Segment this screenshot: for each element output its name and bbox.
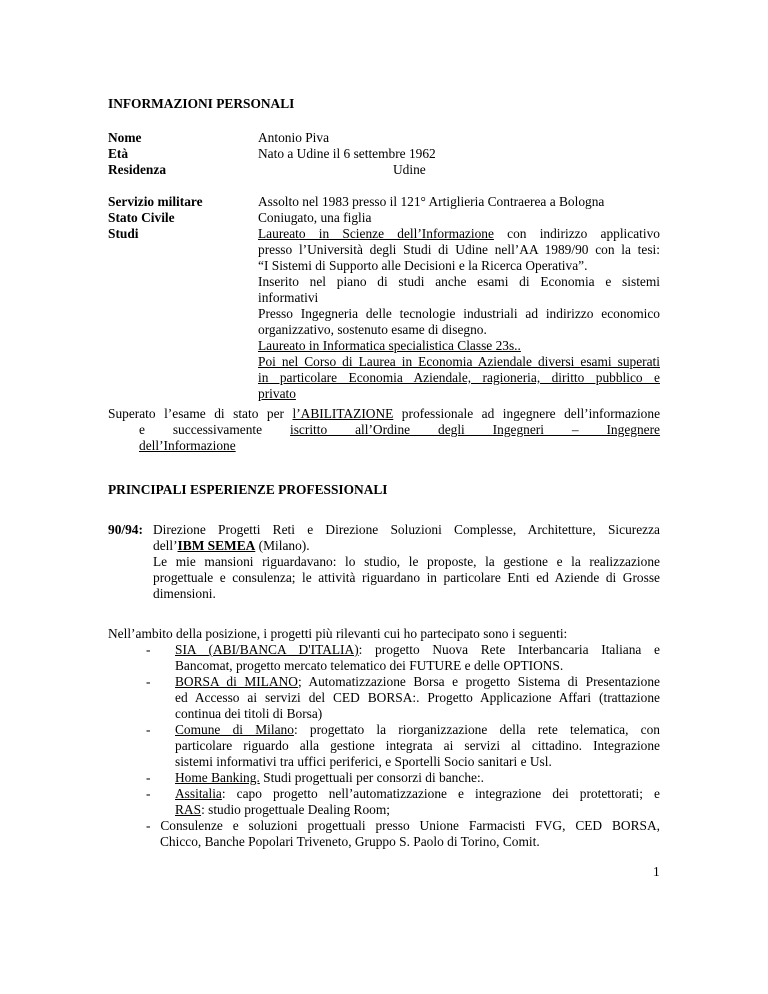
abilitazione-line-3: dell’Informazione [139, 438, 236, 453]
studi-line-7: organizzativo, sostenuto esame di disegno. [258, 322, 487, 337]
studi-line-4: Inserito nel piano di studi anche esami di Economia e sistemi [258, 274, 660, 289]
list-dash: - [146, 786, 151, 801]
experience-line-1: Direzione Progetti Reti e Direzione Soluzioni Complesse, Architetture, Sicurezza [153, 522, 660, 537]
experience-line-5: dimensioni. [153, 586, 216, 601]
project-comune-line-2: particolare riguardo alla gestione integrata ai servizi al cittadino. Integrazione [175, 738, 660, 753]
label-stato-civile: Stato Civile [108, 210, 175, 225]
studi-degree-link: Laureato in Scienze dell’Informazione [258, 226, 494, 241]
project-consulenze-line-1: - Consulenze e soluzioni progettuali presso Unione Farmacisti FVG, CED BORSA, [146, 818, 660, 833]
studi-line-10: in particolare Economia Aziendale, ragioneria, diritto pubblico e [258, 370, 660, 385]
list-dash: - [146, 770, 151, 785]
studi-line-8: Laureato in Informatica specialistica Classe 23s.. [258, 338, 521, 353]
project-consulenze-line-2: Chicco, Banche Popolari Triveneto, Gruppo S. Paolo di Torino, Comit. [160, 834, 540, 849]
studi-line-2: presso l’Università degli Studi di Udine nell’AA 1989/90 con la tesi: [258, 242, 660, 257]
project-comune-line-3: sistemi informativi tra uffici periferici, e Sportelli Socio sanitari e Usl. [175, 754, 552, 769]
studi-line-3: “I Sistemi di Supporto alle Decisioni e la Ricerca Operativa”. [258, 258, 588, 273]
project-ras-line-2: RAS: studio progettuale Dealing Room; [175, 802, 390, 817]
section-heading-experience: PRINCIPALI ESPERIENZE PROFESSIONALI [108, 482, 388, 497]
project-sia-line-1: SIA (ABI/BANCA D'ITALIA): progetto Nuova Rete Interbancaria Italiana e [175, 642, 660, 657]
project-comune-line-1: Comune di Milano: progettato la riorganizzazione della rete telematica, con [175, 722, 660, 737]
abilitazione-link: l’ABILITAZIONE [292, 406, 394, 421]
project-sia-line-2: Bancomat, progetto mercato telematico dei FUTURE e delle OPTIONS. [175, 658, 564, 673]
ibm-semea-link: IBM SEMEA [177, 538, 256, 553]
list-dash: - [146, 642, 151, 657]
value-nome: Antonio Piva [258, 130, 330, 145]
list-dash: - [146, 722, 151, 737]
label-servizio-militare: Servizio militare [108, 194, 203, 209]
project-borsa-line-2: ed Accesso ai servizi del CED BORSA:. Progetto Applicazione Affari (trattazione [175, 690, 660, 705]
label-eta: Età [108, 146, 129, 161]
studi-line-9: Poi nel Corso di Laurea in Economia Aziendale diversi esami superati [258, 354, 660, 369]
experience-line-3: Le mie mansioni riguardavano: lo studio, le proposte, la gestione e la realizzazione [153, 554, 660, 569]
experience-line-2: dell’IBM SEMEA (Milano). [153, 538, 310, 553]
label-nome: Nome [108, 130, 142, 145]
studi-line-5: informativi [258, 290, 319, 305]
abilitazione-line-1: Superato l’esame di stato per l’ABILITAZIONE professionale ad ingegnere dell’informazione [108, 406, 661, 421]
experience-period: 90/94: [108, 522, 143, 537]
value-servizio-militare: Assolto nel 1983 presso il 121° Artiglieria Contraerea a Bologna [258, 194, 605, 209]
section-heading-personal: INFORMAZIONI PERSONALI [108, 96, 295, 111]
studi-line-1: Laureato in Scienze dell’Informazione con indirizzo applicativo [258, 226, 660, 241]
value-residenza: Udine [393, 162, 426, 177]
project-homebanking-line-1: Home Banking. Studi progettuali per consorzi di banche:. [175, 770, 485, 785]
project-borsa-line-1: BORSA di MILANO; Automatizzazione Borsa e progetto Sistema di Presentazione [175, 674, 660, 689]
project-assitalia-line-1: Assitalia: capo progetto nell’automatizzazione e integrazione dei protettorati; e [175, 786, 660, 801]
projects-intro: Nell’ambito della posizione, i progetti più rilevanti cui ho partecipato sono i seguenti: [108, 626, 568, 641]
label-residenza: Residenza [108, 162, 167, 177]
label-studi: Studi [108, 226, 139, 241]
abilitazione-line-2: e successivamente iscritto all’Ordine degli Ingegneri – Ingegnere [139, 422, 661, 437]
page-number: 1 [653, 864, 660, 879]
project-borsa-line-3: continua dei titoli di Borsa) [175, 706, 323, 721]
value-stato-civile: Coniugato, una figlia [258, 210, 372, 225]
value-eta: Nato a Udine il 6 settembre 1962 [258, 146, 436, 161]
list-dash: - [146, 674, 151, 689]
studi-line-11: privato [258, 386, 296, 401]
studi-line-6: Presso Ingegneria delle tecnologie industriali ad indirizzo economico [258, 306, 660, 321]
experience-line-4: progettuale e consulenza; le attività riguardano in particolare Enti ed Aziende di Grosse [153, 570, 660, 585]
